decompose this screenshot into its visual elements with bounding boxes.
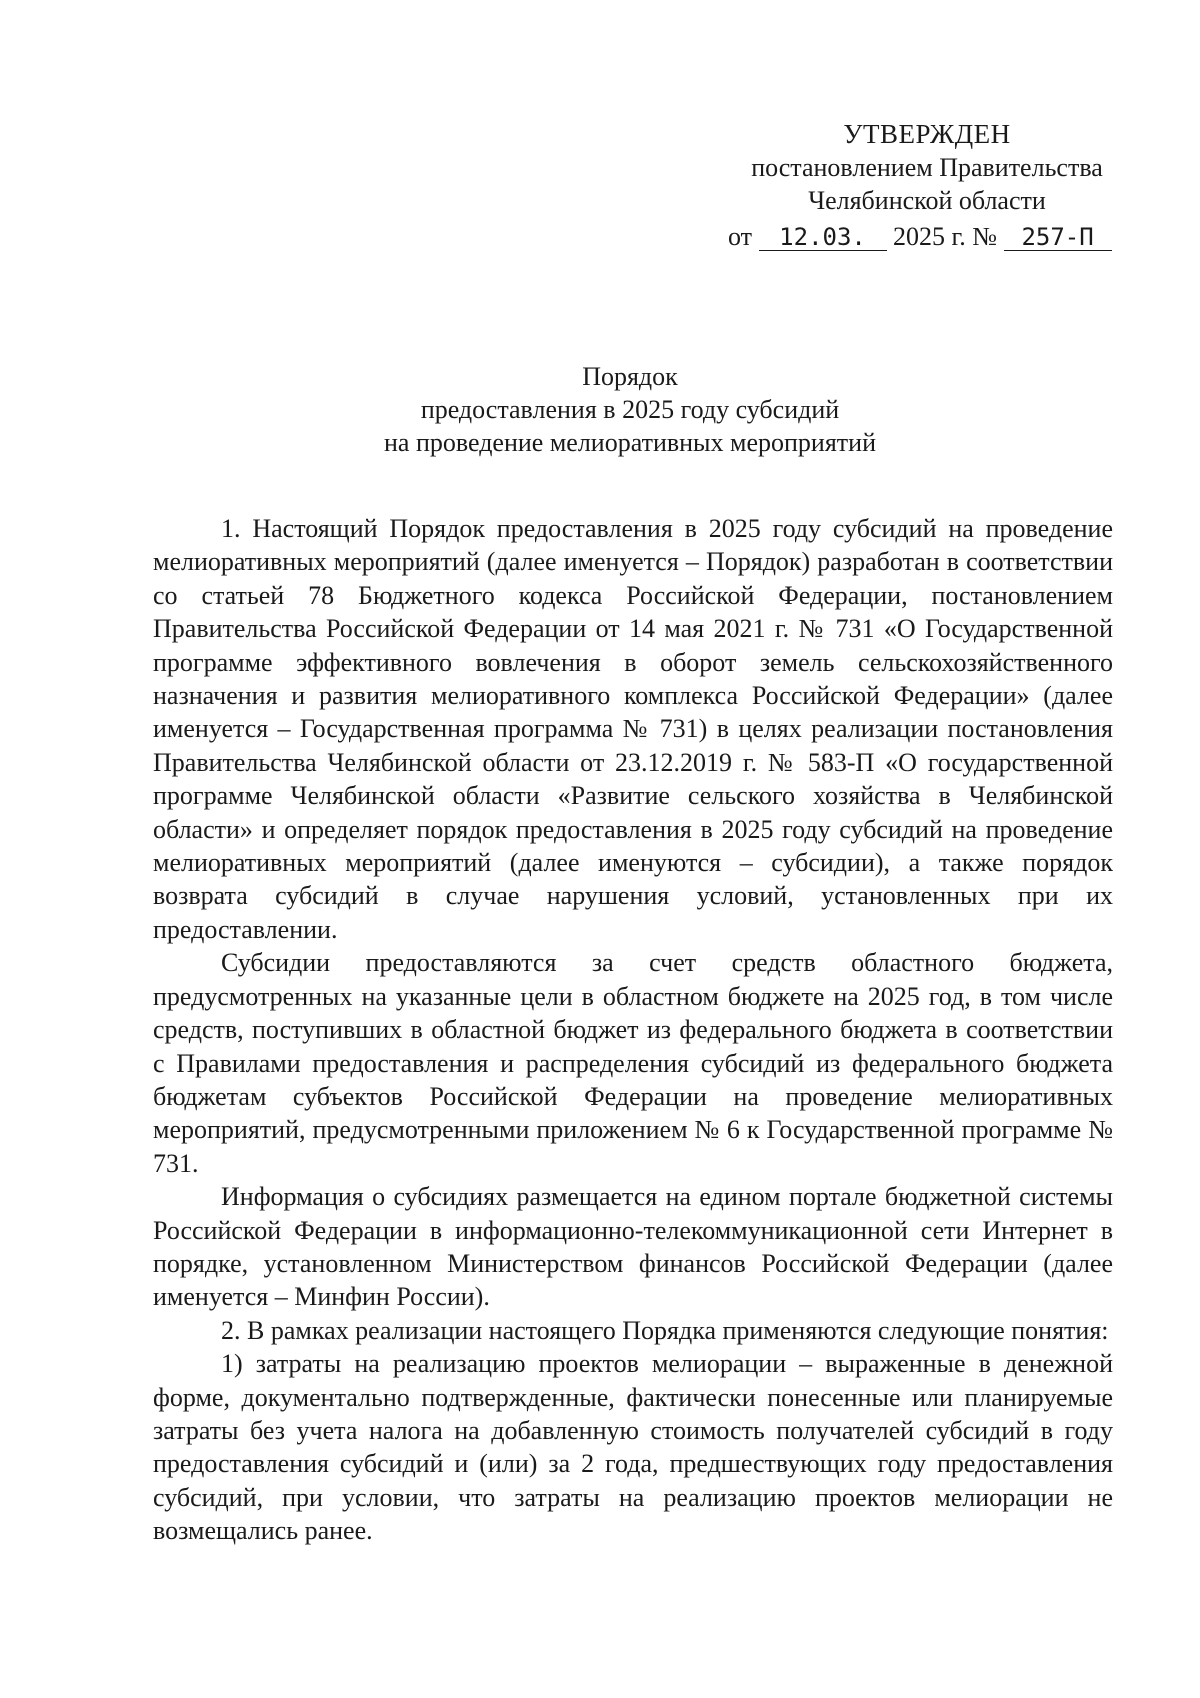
title-line-2: предоставления в 2025 году субсидий	[420, 395, 840, 424]
document-number: 257-П	[1004, 224, 1112, 251]
title-line-3: на проведение мелиоративных мероприятий	[384, 428, 876, 457]
approval-block	[727, 118, 1127, 217]
paragraph-4: 2. В рамках реализации настоящего Порядка применяются следующие понятия:	[221, 1315, 1109, 1345]
date-value: 12.03.	[759, 224, 887, 251]
approval-title: УТВЕРЖДЕН	[843, 119, 1011, 149]
approval-line-2: Челябинской области	[808, 186, 1046, 215]
paragraph-2: Субсидии предоставляются за счет средств областного бюджета, предусмотренных на указанные цели в областном бюджете на 2025 год, в том числе средств, поступивших в областной бюджет из федерального бюджета в соответствии с Правилами предоставления и распределения субсидий из федерального бюджета бюджетам субъектов Российской Федерации на проведение мелиоративных мероприятий, предусмотренными приложением № 6 к Государственной программе № 731.	[153, 948, 1113, 1178]
document-body	[153, 512, 1113, 1548]
paragraph-3: Информация о субсидиях размещается на едином портале бюджетной системы Российской Федерации в информационно-телекоммуникационной сети Интернет в порядке, установленном Министерством финансов Российской Федерации (далее именуется – Минфин России).	[153, 1182, 1113, 1312]
document-title	[200, 360, 1060, 459]
approval-date-line	[728, 220, 1128, 253]
year-text: 2025 г. №	[893, 222, 998, 251]
paragraph-1: 1. Настоящий Порядок предоставления в 2025 году субсидий на проведение мелиоративных мероприятий (далее именуется – Порядок) разработан в соответствии со статьей 78 Бюджетного кодекса Российской Федерации, постановлением Правительства Российской Федерации от 14 мая 2021 г. № 731 «О Государственной программе эффективного вовлечения в оборот земель сельскохозяйственного назначения и развития мелиоративного комплекса Российской Федерации» (далее именуется – Государственная программа № 731) в целях реализации постановления Правительства Челябинской области от 23.12.2019 г. № 583-П «О государственной программе Челябинской области «Развитие сельского хозяйства в Челябинской области» и определяет порядок предоставления в 2025 году субсидий на проведение мелиоративных мероприятий (далее именуются – субсидии), а также порядок возврата субсидий в случае нарушения условий, установленных при их предоставлении.	[153, 514, 1113, 944]
paragraph-5: 1) затраты на реализацию проектов мелиорации – выраженные в денежной форме, документально подтвержденные, фактически понесенные или планируемые затраты без учета налога на добавленную стоимость получателей субсидий в году предоставления субсидий и (или) за 2 года, предшествующих году предоставления субсидий, при условии, что затраты на реализацию проектов мелиорации не возмещались ранее.	[153, 1349, 1113, 1546]
approval-line-1: постановлением Правительства	[751, 153, 1103, 182]
title-line-1: Порядок	[582, 362, 678, 391]
date-prefix: от	[728, 222, 753, 251]
